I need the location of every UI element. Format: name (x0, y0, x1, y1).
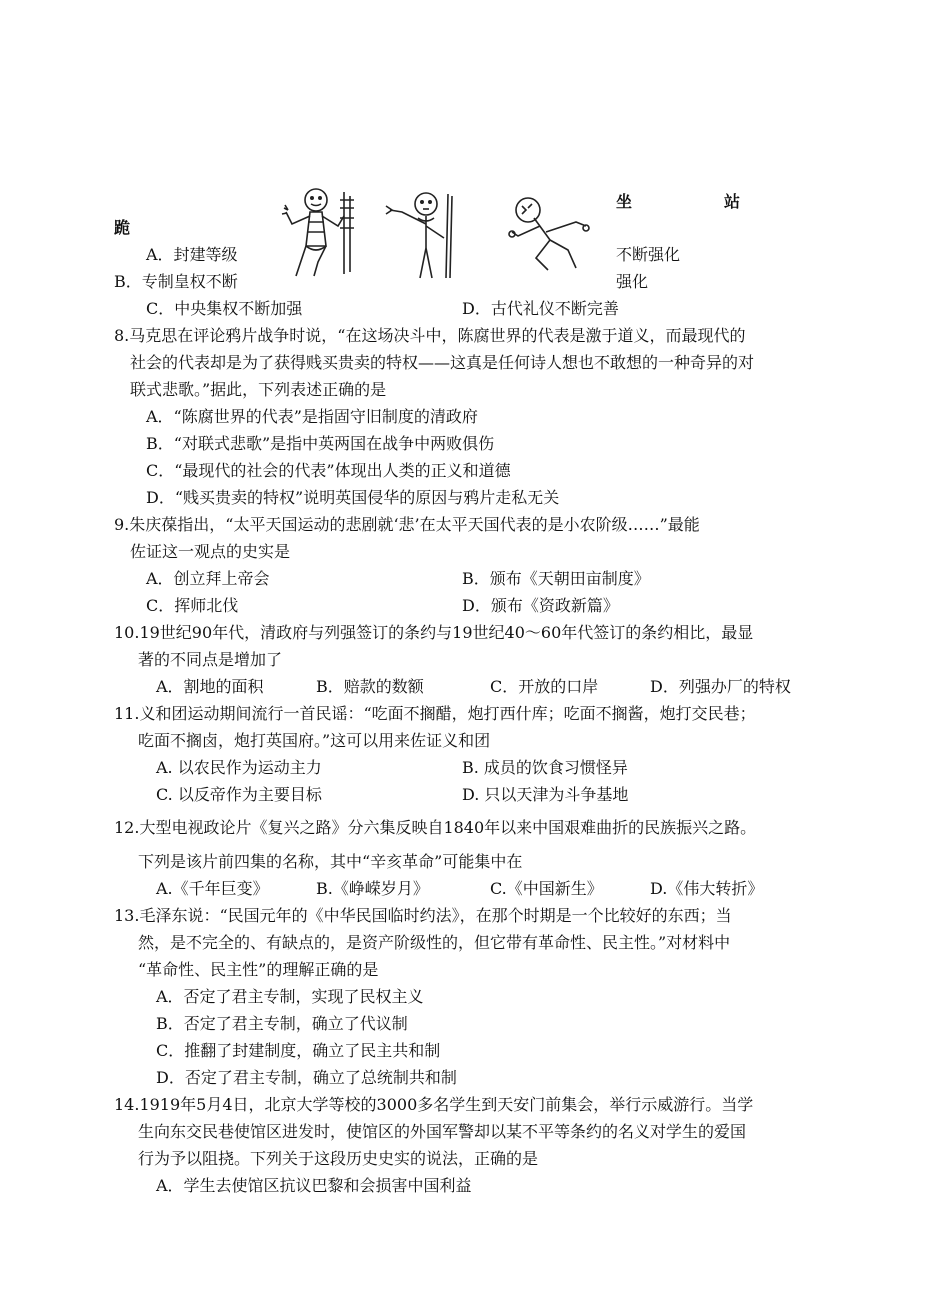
q9-option-d: D．颁布《资政新篇》 (462, 596, 619, 615)
q11-option-d: D. 只以天津为斗争基地 (462, 785, 629, 804)
q13-option-b: B．否定了君主专制，确立了代议制 (156, 1014, 408, 1033)
bowing-figure-drawing (506, 192, 592, 276)
label-stand: 站 (724, 192, 741, 211)
q12-stem-line2: 下列是该片前四集的名称，其中“辛亥革命”可能集中在 (138, 852, 523, 871)
q10-option-b: B．赔款的数额 (316, 677, 424, 696)
q14-stem-line3: 行为予以阻挠。下列关于这段历史史实的说法，正确的是 (138, 1149, 539, 1168)
q8-option-d: D．“贱买贵卖的特权”说明英国侵华的原因与鸦片走私无关 (146, 488, 560, 507)
q10-stem-line1: 10.19世纪90年代，清政府与列强签订的条约与19世纪40～60年代签订的条约相比，最显 (114, 623, 754, 642)
q7-option-b-part1: B．专制皇权不断 (114, 272, 238, 291)
q14-stem-line1: 14.1919年5月4日，北京大学等校的3000多名学生到天安门前集会，举行示威游行。当学 (114, 1095, 754, 1114)
q9-option-a: A．创立拜上帝会 (146, 569, 270, 588)
q12-stem-line1: 12.大型电视政论片《复兴之路》分六集反映自1840年以来中国艰难曲折的民族振兴之路。 (114, 818, 757, 837)
q12-option-a: A.《千年巨变》 (156, 879, 269, 898)
q8-option-a: A．“陈腐世界的代表”是指固守旧制度的清政府 (146, 407, 478, 426)
q7-option-d: D．古代礼仪不断完善 (462, 299, 619, 318)
kneeling-figure-drawing (276, 186, 362, 280)
q8-stem-line1: 8.马克思在评论鸦片战争时说，“在这场决斗中，陈腐世界的代表是激于道义，而最现代的 (114, 326, 746, 345)
q8-stem-line2: 社会的代表却是为了获得贱买贵卖的特权——这真是任何诗人想也不敢想的一种奇异的对 (130, 353, 755, 372)
q11-stem-line2: 吃面不搁卤，炮打英国府。”这可以用来佐证义和团 (138, 731, 491, 750)
q8-option-c: C．“最现代的社会的代表”体现出人类的正义和道德 (146, 461, 511, 480)
q10-option-d: D．列强办厂的特权 (650, 677, 791, 696)
q14-option-a: A．学生去使馆区抗议巴黎和会损害中国利益 (156, 1176, 472, 1195)
q8-stem-line3: 联式悲歌。”据此，下列表述正确的是 (130, 380, 387, 399)
q11-stem-line1: 11.义和团运动期间流行一首民谣：“吃面不搁醋，炮打西什库；吃面不搁酱，炮打交民巷； (114, 704, 756, 723)
q13-stem-line2: 然，是不完全的、有缺点的，是资产阶级性的，但它带有革命性、民主性。”对材料中 (138, 933, 731, 952)
q12-option-c: C.《中国新生》 (490, 879, 603, 898)
q13-stem-line1: 13.毛泽东说：“民国元年的《中华民国临时约法》，在那个时期是一个比较好的东西；当 (114, 906, 732, 925)
q7-option-b-part2: 强化 (616, 272, 649, 291)
q7-option-c: C．中央集权不断加强 (146, 299, 303, 318)
q10-option-a: A．割地的面积 (156, 677, 264, 696)
q13-option-d: D．否定了君主专制，确立了总统制共和制 (156, 1068, 457, 1087)
standing-figure-drawing (380, 190, 466, 282)
q11-option-c: C. 以反帝作为主要目标 (156, 785, 322, 804)
q9-option-b: B．颁布《天朝田亩制度》 (462, 569, 650, 588)
q14-stem-line2: 生向东交民巷使馆区进发时，使馆区的外国军警却以某不平等条约的名义对学生的爱国 (138, 1122, 747, 1141)
label-sit: 坐 (616, 192, 633, 211)
q13-option-c: C．推翻了封建制度，确立了民主共和制 (156, 1041, 441, 1060)
q12-option-d: D.《伟大转折》 (650, 879, 764, 898)
q13-option-a: A．否定了君主专制，实现了民权主义 (156, 987, 424, 1006)
q11-option-a: A. 以农民作为运动主力 (156, 758, 322, 777)
q10-option-c: C．开放的口岸 (490, 677, 599, 696)
q12-option-b: B.《峥嵘岁月》 (316, 879, 429, 898)
q9-stem-line1: 9.朱庆葆指出，“太平天国运动的悲剧就‘悲’在太平天国代表的是小农阶级……”最能 (114, 515, 700, 534)
q13-stem-line3: “革命性、民主性”的理解正确的是 (138, 960, 379, 979)
q7-option-a-part2: 不断强化 (616, 245, 681, 264)
q9-stem-line2: 佐证这一观点的史实是 (130, 542, 291, 561)
q8-option-b: B．“对联式悲歌”是指中英两国在战争中两败俱伤 (146, 434, 495, 453)
q9-option-c: C．挥师北伐 (146, 596, 239, 615)
label-kneel: 跪 (114, 218, 131, 237)
q11-option-b: B. 成员的饮食习惯怪异 (462, 758, 628, 777)
q7-option-a-part1: A．封建等级 (146, 245, 238, 264)
q10-stem-line2: 著的不同点是增加了 (138, 650, 283, 669)
